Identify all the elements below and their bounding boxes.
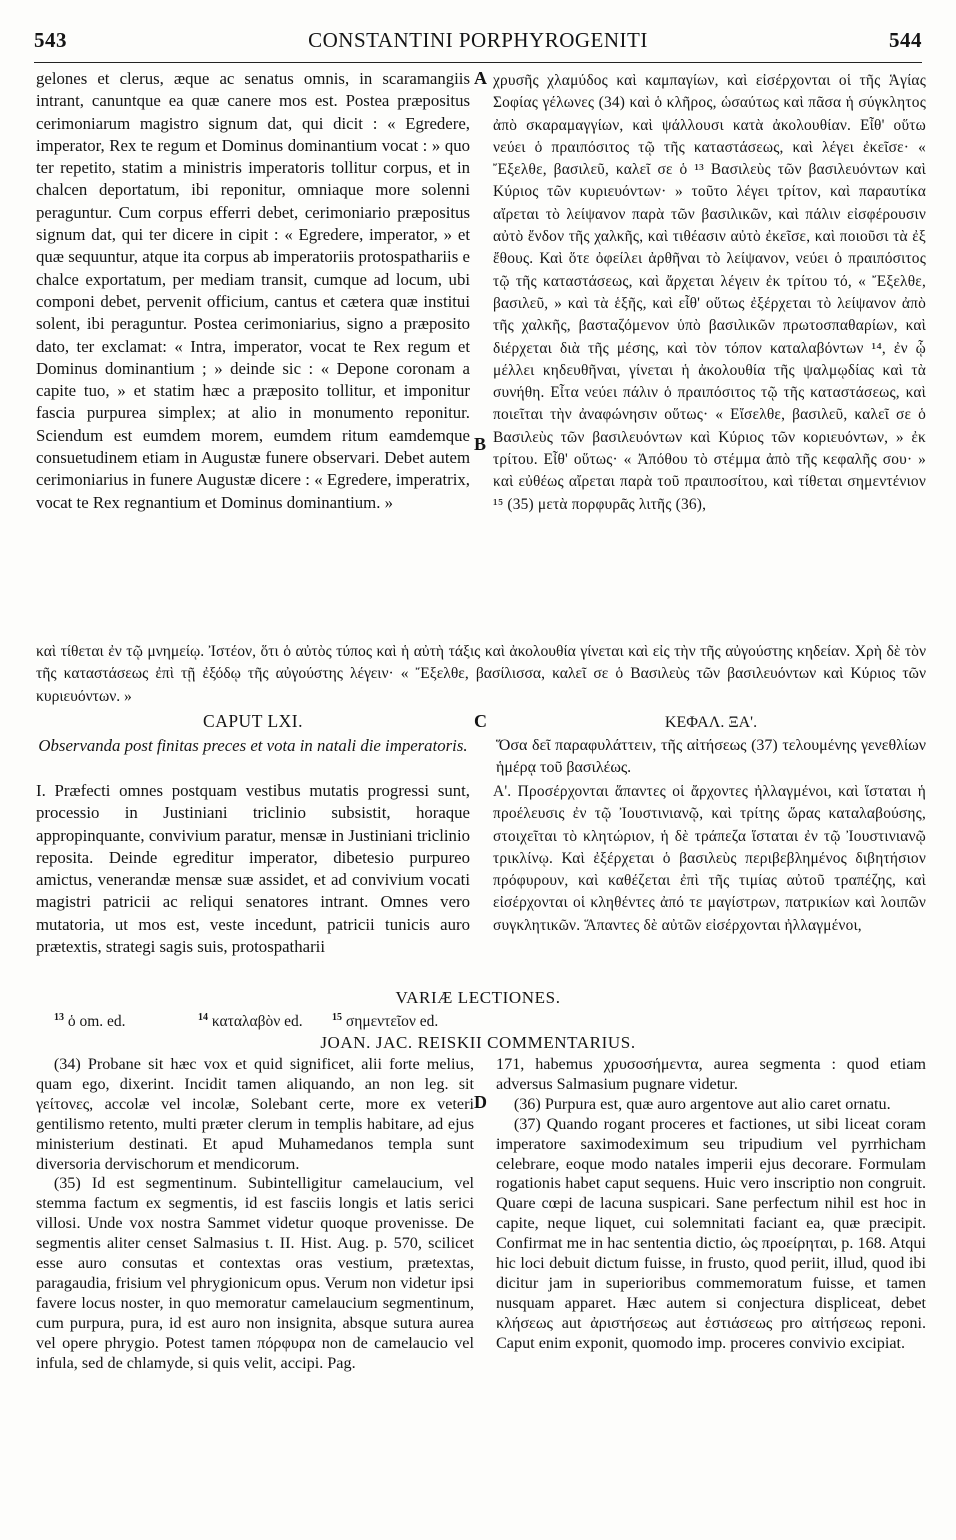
commentary-note-35-continued: 171, habemus χρυσοσήμεντα, aurea segmenta : quod etiam adversus Salmasium pugnare videtur. <box>496 1055 926 1093</box>
commentary-note-37: (37) Quando rogant proceres et factiones, ut sibi liceat coram imperatore saximodeximum seu tripudium vel pyrrhicham celebrare, eoque modo natales imperii ejus decorare. Formulam rogationis habet caput sequens. Huic vero inscriptio non congruit. Quare cœpi de lacuna suspicari. Sane perfectum nihil est hoc in capite, neque liquet, cui solemnitati faciant ea, quæ præcipit. Confirmat me in hac sententia dictio, ὡς προείρηται, p. 168. Atqui hic loci debuit dictum fuisse, in frusto, quod periit, illud, quod ibi dicitur jam in superioribus commemoratum fuisse, et tamen nusquam apparet. Hæc autem si conjectura displiceat, debet κλήσεως aut ἀριστήσεως aut ἑστιάσεως pro αἰτήσεως reponi. Caput enim exponit, quomodo imp. proceres convivio excipiat. <box>496 1114 926 1352</box>
commentary-right-column <box>496 1055 926 1354</box>
kephalaion-text <box>493 781 926 937</box>
variant-reading-15: $^{15}$ σημεντεῖον ed. <box>332 1012 439 1031</box>
header-rule <box>34 62 922 63</box>
margin-mark-d: D <box>474 1092 487 1112</box>
greek-column-top <box>493 70 926 516</box>
commentary-note-36: (36) Purpura est, quæ auro argentove aut alio caret ornatu. <box>513 1094 891 1113</box>
greek-full-width: καὶ τίθεται ἐν τῷ μνημείῳ. Ἰστέον, ὅτι ὁ αὐτὸς τύπος καὶ ἡ αὐτὴ τάξις καὶ ἀκολουθία γίνεται καὶ εἰς τὴν τῆς αὐγούστης κηδείαν. Χρὴ δὲ τὸν τῆς καταστάσεως ἐπὶ τῇ ἐξόδῳ τῆς αὐγούστης λέγειν· « Ἔξελθε, βασίλισσα, καλεῖ σε ὁ Βασιλεὺς τῶν βασιλευόντων καὶ Κύριος τῶν κυριευόντων. » <box>36 643 926 705</box>
caput-title: Observanda post finitas preces et vota in natali die imperatoris. <box>38 736 468 755</box>
kephalaion-paragraph: Α'. Προσέρχονται ἅπαντες οἱ ἄρχοντες ἠλλαγμένοι, καὶ ἵσταται ἡ προέλευσις ἐν τῷ Ἰουστινιανῷ, καὶ τρίτης ὥρας καταλαβούσης, στοιχεῖται τὸ κλητώριον, ἡ δὲ τράπεζα ἵσταται ἐν τῷ Ἰουστινιανῷ τρικλίνῳ. Καὶ ἐξέρχεται ὁ βασιλεὺς περιβεβλημένος διβητήσιον πρόφυρουν, καὶ καθέζεται ἐπὶ τῆς τιμίας αὐτοῦ τραπέζης, καὶ εἰσέρχονται οἱ κληθέντες ἀπό τε μαγίστρων, πατρικίων καὶ λοιπῶν συγκλητικῶν. Ἅπαντες δὲ αὐτῶν εἰσέρχονται ἠλλαγμένοι, <box>493 783 926 934</box>
running-title: CONSTANTINI PORPHYROGENITI <box>308 28 648 52</box>
margin-mark-c: C <box>474 711 487 731</box>
commentary-heading: JOAN. JAC. REISKII COMMENTARIUS. <box>320 1033 636 1052</box>
variae-heading: VARIÆ LECTIONES. <box>395 988 561 1007</box>
kephalaion-heading: ΚΕΦΑΛ. ΞΑ'. <box>664 714 758 731</box>
variant-reading-13: $^{13}$ ὁ om. ed. <box>54 1012 126 1031</box>
variant-reading-14: $^{14}$ καταλαβὸν ed. <box>198 1012 303 1031</box>
page-number-left: 543 <box>34 28 67 52</box>
caput-paragraph: I. Præfecti omnes postquam vestibus mutatis progressi sunt, processio in Justiniani triclinio subsistit, horaque appropinquante, convivium paratur, mensæ in Justiniani triclinio reposita. Deinde egreditur imperator, dibetesio purpureo amictus, venerandæ mensæ suæ assidet, et ad convivium vocati magistri patricii ac reliqui senatores intrant. Omnes vero mutatoria, ut mos est, veste incedunt, patricii tunicis auro prætextis, strategi sagis suis, protospatharii <box>36 781 470 957</box>
caput-text <box>36 780 470 958</box>
commentary-note-34: (34) Probane sit hæc vox et quid significet, alii forte melius, quam ego, dixerint. Incidit tamen aliquando, an non leg. sit γείτονες, accolæ vel incolæ, Solebant certe, more ex veteri gentilismo retento, multi præter clerum in templis habitare, ad ejus ministerium destinati. Et apud Muhamedanos templa sunt diversoria dervischorum et mendicorum. <box>36 1055 474 1173</box>
margin-mark-b: B <box>474 434 487 454</box>
running-header <box>34 28 922 62</box>
latin-paragraph: gelones et clerus, æque ac senatus omnis, in scaramangiis intrant, canuntque ea quæ canere mos est. Postea præpositus cerimoniarum magistro signum dat, qui dicit : « Egredere, imperator, Rex te regum et Dominus dominantium vocat : » quo ter repetito, statim a ministris imperatoris tollitur corpus, et in chalcen deportatum, ibi reponitur, omniaque more solenni peraguntur. Cum corpus efferri debet, cerimoniario præpositus signum dat, qui ter dicere in cipit : « Egredere, imperator, » et quæ sequuntur, atque ita corpus ab imperatoriis protospathariis e chalce exportatum, per mediam transit, cumque ad locum, ubi componi debet, pervenit officium, cantus et cætera quæ institui solent, ibi peraguntur. Postea cerimoniarius, signo a præposito dato, ter exclamat: « Intra, imperator, vocat te Rex regum et Dominus dominantium ; » deinde sic : « Depone coronam a capite tuo, » et statim hæc a præposito tollitur, et imponitur fascia purpurea simplex; at alio in monumento reponitur. Sciendum est eumdem morem, eumdem ritum eamdemque consuetudinem etiam in Augustæ funere observari. Debet autem cerimoniarius in funere Augustæ dicere : « Egredere, imperatrix, vocat te Rex regnantium et Dominus dominantium. » <box>36 69 470 512</box>
commentary-left-column <box>36 1055 474 1374</box>
page-number-right: 544 <box>889 28 922 52</box>
greek-paragraph: χρυσῆς χλαμύδος καὶ καμπαγίων, καὶ εἰσέρχονται οἱ τῆς Ἁγίας Σοφίας γέλωνες (34) καὶ ὁ κλῆρος, ὡσαύτως καὶ πᾶσα ἡ σύγκλητος ἀπὸ σκαραμαγγίων, καὶ ψάλλουσι κατὰ ἀκολουθίαν. Εἶθ' οὕτω νεύει ὁ πραιπόσιτος τῷ τῆς καταστάσεως, καὶ λέγει ἐκεῖσε· « Ἔξελθε, βασιλεῦ, καλεῖ σε ὁ ¹³ Βασιλεὺς τῶν βασιλευόντων καὶ Κύριος τῶν κυριευόντων· » τοῦτο λέγει τρίτον, καὶ παραυτίκα αἴρεται τὸ λείψανον παρὰ τῶν βασιλικῶν, καὶ πάλιν εἰσφέρουσιν αὐτὸ ἔνδον τῆς χαλκῆς, καὶ τιθέασιν αὐτὸ ἐκεῖσε, καὶ ποιοῦσι τὰ ἐξ ἔθους. Καὶ ὅτε ὀφείλει ἀρθῆναι τὸ λείψανον, νεύει ὁ πραιπόσιτος τῷ τῆς καταστάσεως, καὶ ἄρχεται λέγειν ἐκ τρίτου τό, « Ἔξελθε, βασιλεῦ, » καὶ τὰ ἑξῆς, καὶ εἶθ' οὕτως ἐξέρχεται τὸ λείψανον ἀπὸ τῆς χαλκῆς, βασταζόμενον ὑπὸ βασιλικῶν πρωτοσπαθαρίων, καὶ διέρχεται διὰ τῆς μέσης, καὶ τὸν τόπον καταλαβόντων ¹⁴, ἐν ᾧ μέλλει κηδευθῆναι, γίνεται ἡ ἀκολουθία τῆς ψαλμῳδίας καὶ τὰ συνήθη. Εἶτα νεύει πάλιν ὁ πραιπόσιτος τῷ τῆς καταστάσεως, καὶ ποιεῖται τὴν ἀναφώνησιν οὕτως· « Εἴσελθε, βασιλεῦ, καλεῖ σε ὁ Βασιλεὺς τῶν βασιλευόντων καὶ Κύριος τῶν κοριευόντων, » ἐκ τρίτου. Εἶθ' οὕτως· « Ἀπόθου τὸ στέμμα ἀπὸ τῆς κεφαλῆς σου· » καὶ εὐθέως αἴρεται παρὰ τοῦ πραιποσίτου, καὶ τίθεται σημεντένιον ¹⁵ (35) μετὰ πορφυρᾶς λιτῆς (36), <box>493 72 926 513</box>
margin-mark-a: A <box>474 68 487 88</box>
latin-column-top <box>36 68 470 514</box>
commentary-note-35: (35) Id est segmentinum. Subintelligitur camelaucium, vel stemma factum ex segmentis, id est fasciis longis et latis serici villosi. Unde vox nostra Sammet videtur quoque provenisse. De segmentis aliter censet Salmasius t. II. Hist. Aug. p. 570, scilicet esse auro consutas et contextas oras vestium, prætextas, paragaudia, frisium vel phrygionicum opus. Verum non videtur ipsi favere locus noster, in quo memoratur camelaucium segmentinum, cum purpura, pura, id est auro non insignita, absque sutura aurea vel opere phrygio. Potest tamen πόρφυρα non de camelaucio vel infula, sed de chlamyde, si quis velit, accipi. Pag. <box>36 1174 474 1372</box>
caput-heading: CAPUT LXI. <box>203 711 303 731</box>
kephalaion-title: Ὅσα δεῖ παραφυλάττειν, τῆς αἰτήσεως (37) τελουμένης γενεθλίων ἡμέρᾳ τοῦ βασιλέως. <box>496 737 926 776</box>
